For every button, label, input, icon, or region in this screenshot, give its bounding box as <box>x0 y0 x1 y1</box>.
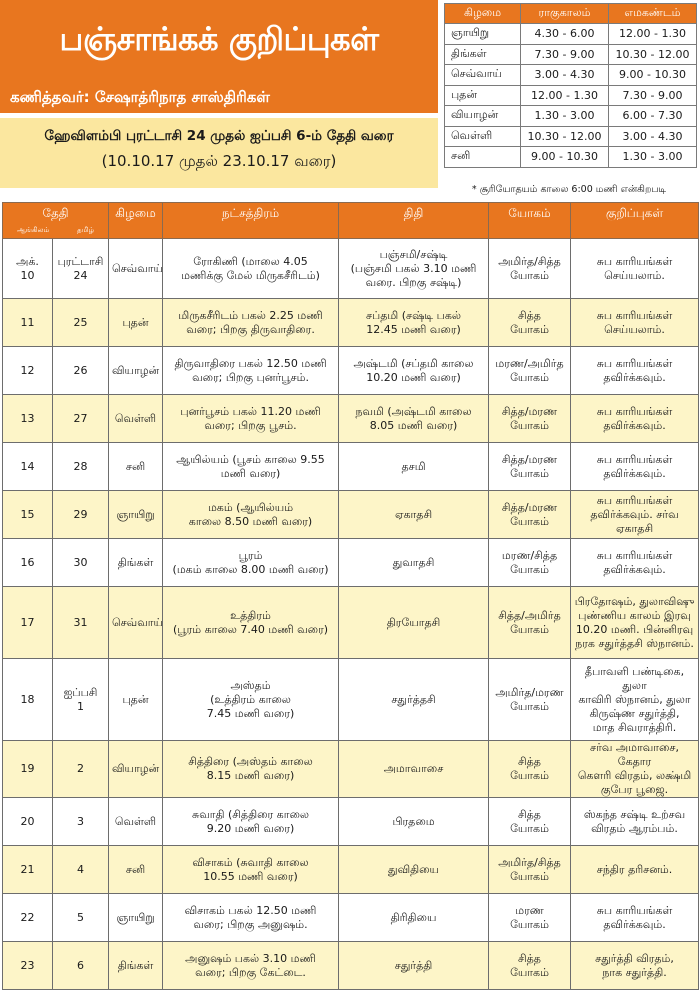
header-star: நட்சத்திரம் <box>163 203 339 239</box>
notes-cell: சுப காரியங்கள் தவிர்க்கவும். <box>571 347 699 395</box>
nakshatra-cell: சுவாதி (சித்திரை காலை 9.20 மணி வரை) <box>163 798 339 846</box>
tithi-cell: துவிதியை <box>339 846 489 894</box>
english-date-cell: 17 <box>3 587 53 659</box>
weekday-cell: புதன் <box>109 659 163 741</box>
tamil-date-cell: 2 <box>53 741 109 798</box>
tithi-cell: திரிதியை <box>339 894 489 942</box>
yogam-cell: சித்த யோகம் <box>489 942 571 990</box>
table-row <box>3 741 699 798</box>
nakshatra-cell: திருவாதிரை பகல் 12.50 மணி வரை; பிறகு புனர்பூசம். <box>163 347 339 395</box>
english-date-cell: 19 <box>3 741 53 798</box>
rk-day: செவ்வாய் <box>445 65 521 86</box>
header-tithi: திதி <box>339 203 489 239</box>
weekday-cell: வெள்ளி <box>109 395 163 443</box>
nakshatra-cell: விசாகம் (சுவாதி காலை 10.55 மணி வரை) <box>163 846 339 894</box>
tamil-date-cell: 31 <box>53 587 109 659</box>
nakshatra-cell: புனர்பூசம் பகல் 11.20 மணி வரை; பிறகு பூசம். <box>163 395 339 443</box>
yogam-cell: மரண/சித்த யோகம் <box>489 539 571 587</box>
table-row <box>3 798 699 846</box>
tithi-cell: அஷ்டமி (சப்தமி காலை 10.20 மணி வரை) <box>339 347 489 395</box>
rk-day: ஞாயிறு <box>445 24 521 45</box>
page-title: பஞ்சாங்கக் குறிப்புகள் <box>59 20 379 58</box>
tithi-cell: நவமி (அஷ்டமி காலை 8.05 மணி வரை) <box>339 395 489 443</box>
notes-cell: சுப காரியங்கள் தவிர்க்கவும். <box>571 395 699 443</box>
rk-row <box>445 44 697 65</box>
rk-day: புதன் <box>445 85 521 106</box>
tamil-date-cell: 26 <box>53 347 109 395</box>
yogam-cell: சித்த யோகம் <box>489 798 571 846</box>
weekday-cell: திங்கள் <box>109 942 163 990</box>
yogam-cell: சித்த/மரண யோகம் <box>489 491 571 539</box>
title-banner <box>0 0 438 113</box>
nakshatra-cell: பூரம் (மகம் காலை 8.00 மணி வரை) <box>163 539 339 587</box>
header-date <box>3 203 109 239</box>
sunrise-note: * சூரியோதயம் காலை 6:00 மணி என்கிறபடி <box>471 184 667 195</box>
tamil-date-cell: 30 <box>53 539 109 587</box>
weekday-cell: வெள்ளி <box>109 798 163 846</box>
period-banner <box>0 118 438 188</box>
rk-ema: 9.00 - 10.30 <box>609 65 697 86</box>
english-date-cell: 23 <box>3 942 53 990</box>
tithi-cell: ஏகாதசி <box>339 491 489 539</box>
nakshatra-cell: ஆயில்யம் (பூசம் காலை 9.55 மணி வரை) <box>163 443 339 491</box>
rk-rahu: 3.00 - 4.30 <box>521 65 609 86</box>
yogam-cell: சித்த/மரண யோகம் <box>489 443 571 491</box>
weekday-cell: சனி <box>109 443 163 491</box>
tithi-cell: துவாதசி <box>339 539 489 587</box>
notes-cell: சுப காரியங்கள் செய்யலாம். <box>571 299 699 347</box>
period-tamil: ஹேவிளம்பி புரட்டாசி 24 முதல் ஐப்பசி 6-ம் தேதி வரை <box>44 128 394 144</box>
notes-cell: பிரதோஷம், துலாவிஷு புண்ணிய காலம் இரவு 10.20 மணி. பின்னிரவு நரக சதுர்த்தசி ஸ்நானம். <box>571 587 699 659</box>
tithi-cell: சப்தமி (சஷ்டி பகல் 12.45 மணி வரை) <box>339 299 489 347</box>
rk-day: சனி <box>445 147 521 168</box>
table-row <box>3 659 699 741</box>
english-date-cell: 14 <box>3 443 53 491</box>
english-date-cell: 12 <box>3 347 53 395</box>
tithi-cell: சதுர்த்தசி <box>339 659 489 741</box>
rk-rahu: 12.00 - 1.30 <box>521 85 609 106</box>
english-date-cell: 21 <box>3 846 53 894</box>
nakshatra-cell: மிருகசீரிடம் பகல் 2.25 மணி வரை; பிறகு திருவாதிரை. <box>163 299 339 347</box>
tithi-cell: தசமி <box>339 443 489 491</box>
yogam-cell: சித்த யோகம் <box>489 741 571 798</box>
yogam-cell: சித்த யோகம் <box>489 299 571 347</box>
tamil-date-cell: 25 <box>53 299 109 347</box>
tithi-cell: திரயோதசி <box>339 587 489 659</box>
english-date-cell: 13 <box>3 395 53 443</box>
notes-cell: சுப காரியங்கள் தவிர்க்கவும். <box>571 443 699 491</box>
table-row <box>3 846 699 894</box>
header-date-label: தேதி <box>42 206 69 220</box>
notes-cell: சந்திர தரிசனம். <box>571 846 699 894</box>
tithi-cell: பஞ்சமி/சஷ்டி (பஞ்சமி பகல் 3.10 மணி வரை. பிறகு சஷ்டி) <box>339 239 489 299</box>
rk-header-ema: எமகண்டம் <box>609 4 697 24</box>
notes-cell: சுப காரியங்கள் தவிர்க்கவும். <box>571 894 699 942</box>
rk-ema: 3.00 - 4.30 <box>609 126 697 147</box>
tithi-cell: பிரதமை <box>339 798 489 846</box>
notes-cell: தீபாவளி பண்டிகை, துலா காவிரி ஸ்நானம், துலா கிருஷ்ண சதுர்த்தி, மாத சிவராத்திரி. <box>571 659 699 741</box>
tamil-date-cell: 5 <box>53 894 109 942</box>
tamil-date-cell: 6 <box>53 942 109 990</box>
rk-row <box>445 65 697 86</box>
rk-header-day: கிழமை <box>445 4 521 24</box>
nakshatra-cell: சித்திரை (அஸ்தம் காலை 8.15 மணி வரை) <box>163 741 339 798</box>
table-row <box>3 539 699 587</box>
tamil-date-cell: 28 <box>53 443 109 491</box>
table-row <box>3 239 699 299</box>
header-yogam: யோகம் <box>489 203 571 239</box>
tamil-date-cell: 4 <box>53 846 109 894</box>
nakshatra-cell: ரோகிணி (மாலை 4.05 மணிக்கு மேல் மிருகசீரிடம்) <box>163 239 339 299</box>
rk-row <box>445 106 697 127</box>
rk-row <box>445 147 697 168</box>
weekday-cell: சனி <box>109 846 163 894</box>
rk-ema: 6.00 - 7.30 <box>609 106 697 127</box>
weekday-cell: வியாழன் <box>109 741 163 798</box>
tamil-date-cell: புரட்டாசி 24 <box>53 239 109 299</box>
yogam-cell: அமிர்த/சித்த யோகம் <box>489 846 571 894</box>
author-line: கணித்தவர்: சேஷாத்ரிநாத சாஸ்திரிகள் <box>10 88 270 106</box>
rk-row <box>445 85 697 106</box>
english-date-cell: 22 <box>3 894 53 942</box>
rk-ema: 1.30 - 3.00 <box>609 147 697 168</box>
table-row <box>3 347 699 395</box>
rk-ema: 7.30 - 9.00 <box>609 85 697 106</box>
weekday-cell: செவ்வாய் <box>109 239 163 299</box>
notes-cell: சர்வ அமாவாசை, கேதார கௌரி விரதம், லக்ஷ்மி குபேர பூஜை. <box>571 741 699 798</box>
tamil-date-cell: 3 <box>53 798 109 846</box>
nakshatra-cell: உத்திரம் (பூரம் காலை 7.40 மணி வரை) <box>163 587 339 659</box>
tamil-date-cell: 29 <box>53 491 109 539</box>
notes-cell: சதுர்த்தி விரதம், நாக சதுர்த்தி. <box>571 942 699 990</box>
header-date-english: ஆங்கிலம் <box>16 226 50 234</box>
notes-cell: ஸ்கந்த சஷ்டி உற்சவ விரதம் ஆரம்பம். <box>571 798 699 846</box>
date-sub-labels <box>3 226 108 235</box>
english-date-cell: அக். 10 <box>3 239 53 299</box>
tamil-date-cell: 27 <box>53 395 109 443</box>
rk-day: வியாழன் <box>445 106 521 127</box>
table-row <box>3 395 699 443</box>
table-row <box>3 443 699 491</box>
nakshatra-cell: அஸ்தம் (உத்திரம் காலை 7.45 மணி வரை) <box>163 659 339 741</box>
nakshatra-cell: மகம் (ஆயில்யம் காலை 8.50 மணி வரை) <box>163 491 339 539</box>
rk-row <box>445 126 697 147</box>
tithi-cell: சதுர்த்தி <box>339 942 489 990</box>
yogam-cell: சித்த/மரண யோகம் <box>489 395 571 443</box>
header-date-tamil: தமிழ் <box>76 226 95 234</box>
rk-rahu: 7.30 - 9.00 <box>521 44 609 65</box>
english-date-cell: 16 <box>3 539 53 587</box>
rk-rahu: 1.30 - 3.00 <box>521 106 609 127</box>
rk-row <box>445 24 697 45</box>
rk-rahu: 4.30 - 6.00 <box>521 24 609 45</box>
notes-cell: சுப காரியங்கள் செய்யலாம். <box>571 239 699 299</box>
notes-cell: சுப காரியங்கள் தவிர்க்கவும். சர்வ ஏகாதசி <box>571 491 699 539</box>
table-row <box>3 491 699 539</box>
rahu-kalam-table <box>444 3 697 168</box>
english-date-cell: 15 <box>3 491 53 539</box>
rk-day: வெள்ளி <box>445 126 521 147</box>
yogam-cell: மரண/அமிர்த யோகம் <box>489 347 571 395</box>
weekday-cell: வியாழன் <box>109 347 163 395</box>
weekday-cell: ஞாயிறு <box>109 894 163 942</box>
rk-ema: 12.00 - 1.30 <box>609 24 697 45</box>
weekday-cell: ஞாயிறு <box>109 491 163 539</box>
rk-header-rahu: ராகுகாலம் <box>521 4 609 24</box>
english-date-cell: 18 <box>3 659 53 741</box>
notes-cell: சுப காரியங்கள் தவிர்க்கவும். <box>571 539 699 587</box>
panchang-table <box>2 202 699 990</box>
rk-rahu: 9.00 - 10.30 <box>521 147 609 168</box>
header <box>0 0 700 200</box>
period-dates: (10.10.17 முதல் 23.10.17 வரை) <box>101 152 337 170</box>
rk-day: திங்கள் <box>445 44 521 65</box>
yogam-cell: சித்த/அமிர்த யோகம் <box>489 587 571 659</box>
rk-rahu: 10.30 - 12.00 <box>521 126 609 147</box>
english-date-cell: 11 <box>3 299 53 347</box>
tamil-date-cell: ஐப்பசி 1 <box>53 659 109 741</box>
tithi-cell: அமாவாசை <box>339 741 489 798</box>
table-row <box>3 299 699 347</box>
table-row <box>3 942 699 990</box>
english-date-cell: 20 <box>3 798 53 846</box>
nakshatra-cell: விசாகம் பகல் 12.50 மணி வரை; பிறகு அனுஷம். <box>163 894 339 942</box>
nakshatra-cell: அனுஷம் பகல் 3.10 மணி வரை; பிறகு கேட்டை. <box>163 942 339 990</box>
yogam-cell: மரண யோகம் <box>489 894 571 942</box>
header-notes: குறிப்புகள் <box>571 203 699 239</box>
weekday-cell: புதன் <box>109 299 163 347</box>
header-day: கிழமை <box>109 203 163 239</box>
yogam-cell: அமிர்த/சித்த யோகம் <box>489 239 571 299</box>
weekday-cell: திங்கள் <box>109 539 163 587</box>
table-row <box>3 894 699 942</box>
weekday-cell: செவ்வாய் <box>109 587 163 659</box>
rk-ema: 10.30 - 12.00 <box>609 44 697 65</box>
table-row <box>3 587 699 659</box>
yogam-cell: அமிர்த/மரண யோகம் <box>489 659 571 741</box>
